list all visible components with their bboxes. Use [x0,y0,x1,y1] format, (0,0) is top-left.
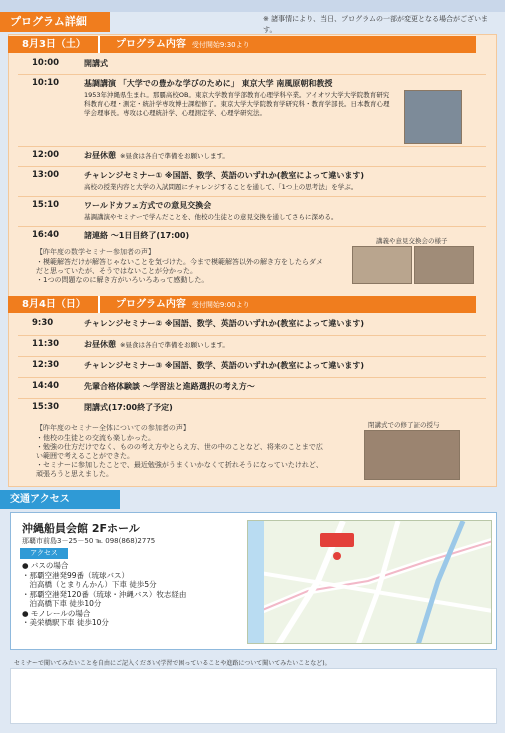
row-time: 11:30 [32,339,60,349]
access-item: ・那覇空港発120番（琉球・沖縄バス）牧志経由 [22,589,187,599]
schedule-row [18,378,486,399]
voice-heading: 【昨年度のセミナー全体についての参加者の声】 [36,424,190,432]
row-time: 14:40 [32,381,60,391]
access-item: 泊高橋下車 徒歩10分 [22,599,102,608]
day1-header [8,36,476,53]
day2-reception: 受付開始9:00より [191,301,250,309]
day1-photo-caption: 講義や意見交換会の様子 [376,237,448,245]
schedule-row [18,399,486,420]
day2-header [8,296,476,313]
program-section-title: プログラム詳細 [0,12,110,32]
row-time: 9:30 [32,318,54,328]
schedule-row [18,197,486,227]
day2-voice [36,424,326,479]
row-time: 16:40 [32,230,60,240]
day2-date: 8月4日（日） [8,296,98,313]
venue-address: 那覇市前島3－25－50 ℡ 098(868)2775 [22,537,156,545]
venue-marker [320,533,354,547]
row-detail: 1953年沖縄県生まれ。那覇高校OB。東京大学教育学部教育心理学科卒業。アイオワ大学大学院教育研究科教育心理・測定・統計学専攻博士課程修了。東京大学大学院教育学研究科・教育学部長。日本教育心理学会理事長。専攻は心理統計学、心理測定学、心理学研究法。 [84,91,390,117]
access-item: 泊高橋（とまりんかん）下車 徒歩5分 [22,580,157,589]
row-time: 12:00 [32,150,60,160]
access-item: ・美栄橋駅下車 徒歩10分 [22,618,109,627]
row-note: ※昼食は各自で準備をお願いします。 [120,152,229,160]
row-time: 10:10 [32,78,60,88]
voice-heading: 【昨年度の数学セミナー参加者の声】 [36,248,155,256]
row-detail: 基調講演やセミナーで学んだことを、他校の生徒との意見交換を通してさらに深める。 [84,213,338,221]
row-title: 基調講演 「大学での豊かな学びのために」 東京大学 南風原朝和教授 [84,79,333,88]
row-title: 閉講式(17:00終了予定) [84,403,173,412]
row-title: 先輩合格体験談 ～学習法と進路選択の考え方～ [84,382,255,391]
row-title: チャレンジセミナー③ ※国語、数学、英語のいずれか(教室によって違います) [84,361,365,370]
row-time: 15:30 [32,402,60,412]
note-line: ※ 諸事情により、当日、プログラムの一部が変更となる場合がございます。 [263,15,489,34]
row-detail: 高校の授業内容と大学の入試問題にチャレンジすることを通して、「1つ上の思考法」を学ぶ。 [84,183,358,191]
access-list [22,561,232,628]
row-time: 10:00 [32,58,60,68]
day2-title-text: プログラム内容 [116,299,186,310]
access-item: ・那覇空港発99番（琉球バス） [22,570,130,580]
day1-voice [36,248,326,285]
row-time: 12:30 [32,360,60,370]
venue-name: 沖縄船員会館 2Fホール [22,522,140,535]
row-body [84,336,486,356]
comment-box[interactable] [10,668,497,724]
row-title: ワールドカフェ方式での意見交換会 [84,201,212,210]
map-graphic [248,521,492,644]
row-note: ※昼食は各自で準備をお願いします。 [120,341,229,349]
day1-reception: 受付開始9:30より [191,41,250,49]
schedule-row [18,336,486,357]
access-item: ● モノレールの場合 [22,608,91,618]
top-strip [0,0,505,12]
row-time: 15:10 [32,200,60,210]
row-body [84,197,486,226]
schedule-row [18,147,486,167]
row-title: お昼休憩 [84,340,116,349]
voice-item: ・他校の生徒との交流も楽しかった。 [36,434,155,442]
access-label: アクセス [20,548,68,559]
voice-item: ・セミナーに参加したことで、最近勉強がうまくいかなくて折れそうになっていたけれど、頑張ろうと思えました。 [36,461,323,478]
row-title: チャレンジセミナー① ※国語、数学、英語のいずれか(教室によって違います) [84,171,365,180]
footer-note: セミナーで聞いてみたいことを自由にご記入ください(学習で困っていることや進路について聞いてみたいことなど)。 [14,660,331,667]
voice-item: ・勉強の仕方だけでなく、ものの考え方やとらえ方、世の中のことなど、将来のことまで広い範囲で考えることができた。 [36,443,323,460]
lecture-photo [352,246,412,284]
discussion-photo [414,246,474,284]
day1-date: 8月3日（土） [8,36,98,53]
row-title: 開講式 [84,59,108,68]
day1-title [98,36,476,53]
row-body [84,75,394,146]
schedule-row [18,357,486,378]
voice-item: ・1つの問題なのに解き方がいろいろあって感動した。 [36,276,209,284]
day2-photo-caption: 閉講式での修了証の授与 [368,421,440,429]
row-title: お昼休憩 [84,151,116,160]
row-body [84,167,486,196]
access-map [247,520,492,644]
speaker-photo [404,90,462,144]
ceremony-photo [364,430,460,480]
access-section-title: 交通アクセス [0,490,120,509]
row-title: 諸連絡 ～1日目終了(17:00) [84,231,190,240]
row-body [84,147,486,166]
schedule-row [18,55,486,75]
day2-title [98,296,476,313]
voice-item: ・模範解答だけが解答じゃないことを気づけた。今まで模範解答以外の解き方をしたらダメだと思っていたが、そうではないことが分かった。 [36,258,323,275]
schedule-row [18,167,486,197]
row-title: チャレンジセミナー② ※国語、数学、英語のいずれか(教室によって違います) [84,319,365,328]
access-item: ● バスの場合 [22,561,69,570]
row-time: 13:00 [32,170,60,180]
schedule-row [18,315,486,336]
day1-title-text: プログラム内容 [116,39,186,50]
